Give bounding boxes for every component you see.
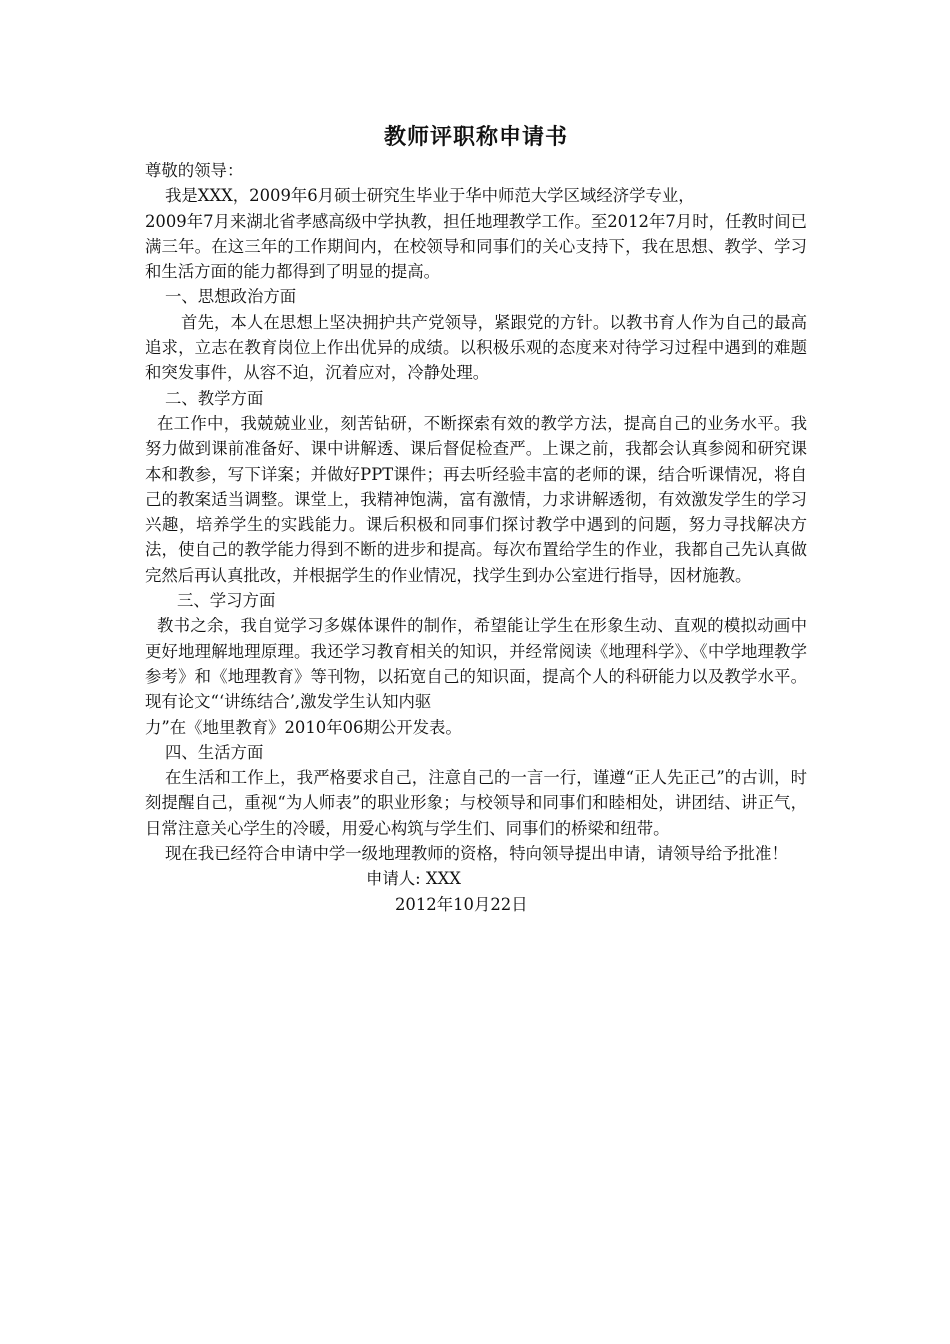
section-body-study-tail: 力”在《地里教育》2010年06期公开发表。: [145, 717, 462, 737]
section-heading-study: 三、学习方面: [177, 591, 276, 611]
applicant-signature: 申请人: XXX: [366, 869, 461, 889]
document-title: 教师评职称申请书: [383, 125, 568, 150]
section-body-teaching: 在工作中，我兢兢业业，刻苦钻研，不断探索有效的教学方法，提高自己的业务水平。我努力做到课前准备好、课中讲解透、课后督促检查严。上课之前，我都会认真参阅和研究课本和教参，写下详案；并做好PPT课件；再去听经验丰富的老师的课，结合听课情况，将自己的教案适当调整。课堂上，我精神饱满，富有激情，力求讲解透彻，有效激发学生的学习兴趣，培养学生的实践能力。课后积极和同事们探讨教学中遇到的问题，努力寻找解决方法，使自己的教学能力得到不断的进步和提高。每次布置给学生的作业，我都自己先认真做完然后再认真批改，并根据学生的作业情况，找学生到办公室进行指导，因材施教。: [145, 413, 807, 585]
document-page: [145, 118, 807, 917]
application-date: 2012年10月22日: [395, 894, 528, 914]
intro-line-1: 我是XXX，2009年6月硕士研究生毕业于华中师范大学区域经济学专业，: [165, 186, 695, 206]
section-body-politics: 首先，本人在思想上坚决拥护共产党领导，紧跟党的方针。以教书育人作为自己的最高追求，立志在教育岗位上作出优异的成绩。以积极乐观的态度来对待学习过程中遇到的难题和突发事件，从容不迫，沉着应对，冷静处理。: [145, 312, 807, 383]
section-heading-teaching: 二、教学方面: [165, 388, 264, 408]
salutation: 尊敬的领导：: [145, 161, 244, 180]
section-body-study: 教书之余，我自觉学习多媒体课件的制作，希望能让学生在形象生动、直观的模拟动画中更好地理解地理原理。我还学习教育相关的知识，并经常阅读《地理科学》、《中学地理教学参考》和《地理教育》等刊物，以拓宽自己的知识面，提高个人的科研能力以及教学水平。现有论文“‘讲练结合’,激发学生认知内驱: [145, 616, 807, 712]
closing-paragraph: 现在我已经符合申请中学一级地理教师的资格，特向领导提出申请，请领导给予批准！: [165, 844, 788, 864]
intro-paragraph: 2009年7月来湖北省孝感高级中学执教，担任地理教学工作。至2012年7月时，任教时间已满三年。在这三年的工作期间内，在校领导和同事们的关心支持下，我在思想、教学、学习和生活方面的能力都得到了明显的提高。: [145, 211, 807, 282]
section-heading-life: 四、生活方面: [165, 742, 264, 762]
section-body-life: 在生活和工作上，我严格要求自己，注意自己的一言一行，谨遵“正人先正己”的古训，时刻提醒自己，重视“为人师表”的职业形象；与校领导和同事们和睦相处，讲团结、讲正气，日常注意关心学生的冷暖，用爱心构筑与学生们、同事们的桥梁和纽带。: [145, 768, 807, 838]
section-heading-politics: 一、思想政治方面: [165, 287, 297, 307]
